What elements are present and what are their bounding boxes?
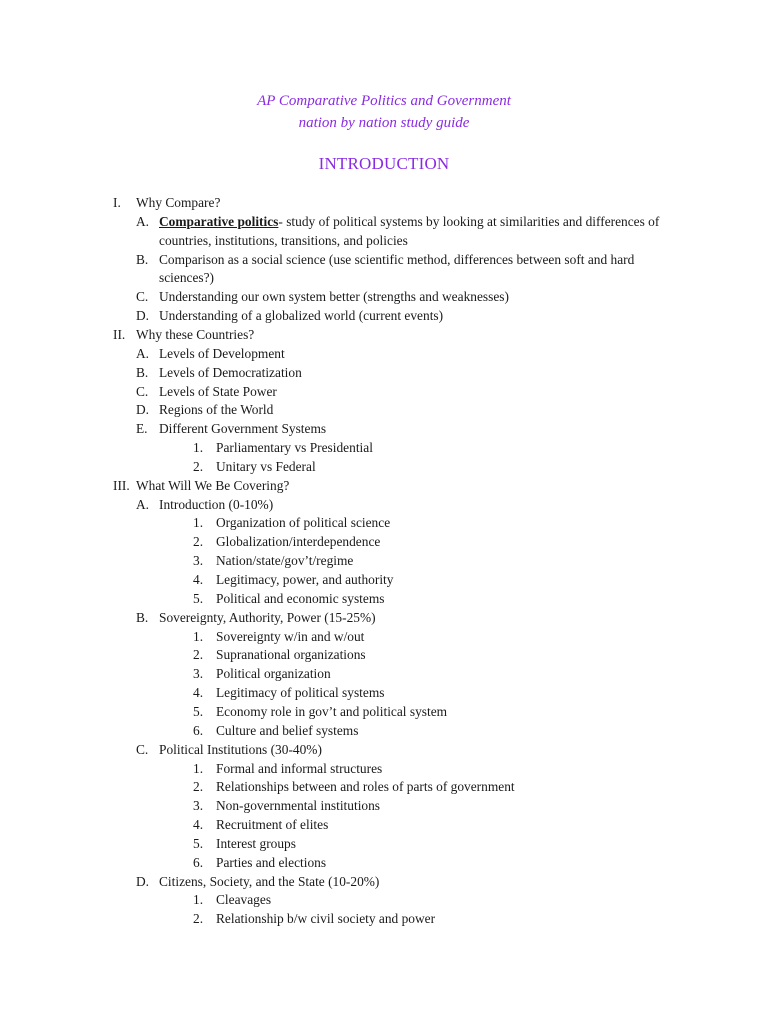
outline-marker: 1. [193,628,204,644]
outline-marker: 3. [193,798,204,814]
outline-marker: A. [136,496,150,512]
outline-text: Sovereignty, Authority, Power (15-25%) [159,609,376,625]
outline-text: Regions of the World [159,402,274,418]
section-heading: INTRODUCTION [318,154,450,173]
outline-text: Levels of Development [159,345,285,361]
outline-text: Formal and informal structures [216,760,383,776]
outline-marker: A. [136,345,150,361]
outline-marker: 4. [193,685,204,701]
outline-marker: B. [136,609,149,625]
outline-text: Understanding our own system better (strengths and weaknesses) [159,289,509,305]
outline-text: Legitimacy, power, and authority [216,572,394,587]
outline-marker: E. [136,421,148,437]
outline-marker: C. [136,383,149,399]
outline-marker: 6. [193,722,204,738]
outline-marker: C. [136,289,149,305]
outline-text: Culture and belief systems [216,722,359,738]
outline-text: Why these Countries? [136,326,255,342]
key-term-definition: - study of political systems by looking at similarities and differences of [278,213,660,229]
outline-marker: 2. [193,647,204,663]
outline-text: Why Compare? [136,195,221,210]
outline-marker: 3. [193,666,204,682]
outline-text: Introduction (0-10%) [159,496,274,512]
outline-text: Levels of Democratization [159,364,302,380]
outline-text: Supranational organizations [216,647,366,663]
outline-marker: D. [136,402,150,418]
outline-text: Globalization/interdependence [216,534,381,550]
outline-text: Comparison as a social science (use scientific method, differences between soft and hard [159,251,635,267]
outline-marker: 1. [193,515,204,531]
outline-marker: 5. [193,590,204,606]
outline-text: Political Institutions (30-40%) [159,741,322,757]
outline-marker: 2. [193,911,204,927]
outline-marker: D. [136,308,150,324]
outline-marker: I. [113,195,121,210]
outline-text: Legitimacy of political systems [216,685,385,701]
outline-text: Citizens, Society, and the State (10-20%) [159,873,380,889]
outline-text: Relationship b/w civil society and power [216,911,436,927]
outline-text: Relationships between and roles of parts of government [216,779,515,795]
outline-marker: 1. [193,892,204,908]
outline-text: Recruitment of elites [216,817,329,833]
outline-text [159,213,659,231]
outline-text: Sovereignty w/in and w/out [216,628,365,644]
outline-text: Levels of State Power [159,383,277,399]
outline-marker: II. [113,326,126,342]
outline-text: sciences?) [159,270,215,286]
outline-marker: C. [136,741,149,757]
outline-marker: A. [136,213,150,229]
outline-text: Non-governmental institutions [216,798,381,814]
outline-marker: 5. [193,703,204,719]
outline-marker: D. [136,873,150,889]
outline-text: Nation/state/gov’t/regime [216,553,354,569]
document-title: AP Comparative Politics and Government [257,93,511,109]
outline-marker: 2. [193,458,204,474]
outline-text: Parties and elections [216,854,327,870]
outline-text: Interest groups [216,835,296,851]
outline-text: Parliamentary vs Presidential [216,440,373,456]
outline-text: countries, institutions, transitions, and policies [159,232,408,248]
outline-text: Political and economic systems [216,590,385,606]
outline-marker: 1. [193,760,204,776]
outline-marker: 1. [193,440,204,456]
outline-marker: 5. [193,835,204,851]
outline-text: Understanding of a globalized world (current events) [159,308,444,324]
outline-marker: 2. [193,534,204,550]
outline-marker: 3. [193,553,204,569]
outline-marker: 4. [193,817,204,833]
outline-text: What Will We Be Covering? [136,477,290,493]
outline-text: Political organization [216,666,331,682]
outline-marker: III. [113,477,130,493]
outline-marker: B. [136,364,149,380]
outline-marker: B. [136,251,149,267]
document-subtitle: nation by nation study guide [298,115,470,131]
outline-text: Different Government Systems [159,421,327,437]
outline-marker: 2. [193,779,204,795]
outline-text: Cleavages [216,892,272,908]
outline-text: Economy role in gov’t and political system [216,703,448,719]
outline-marker: 4. [193,572,204,587]
outline-text: Organization of political science [216,515,391,531]
outline-text: Unitary vs Federal [216,458,316,474]
outline-marker: 6. [193,854,204,870]
key-term: Comparative politics [159,213,279,229]
